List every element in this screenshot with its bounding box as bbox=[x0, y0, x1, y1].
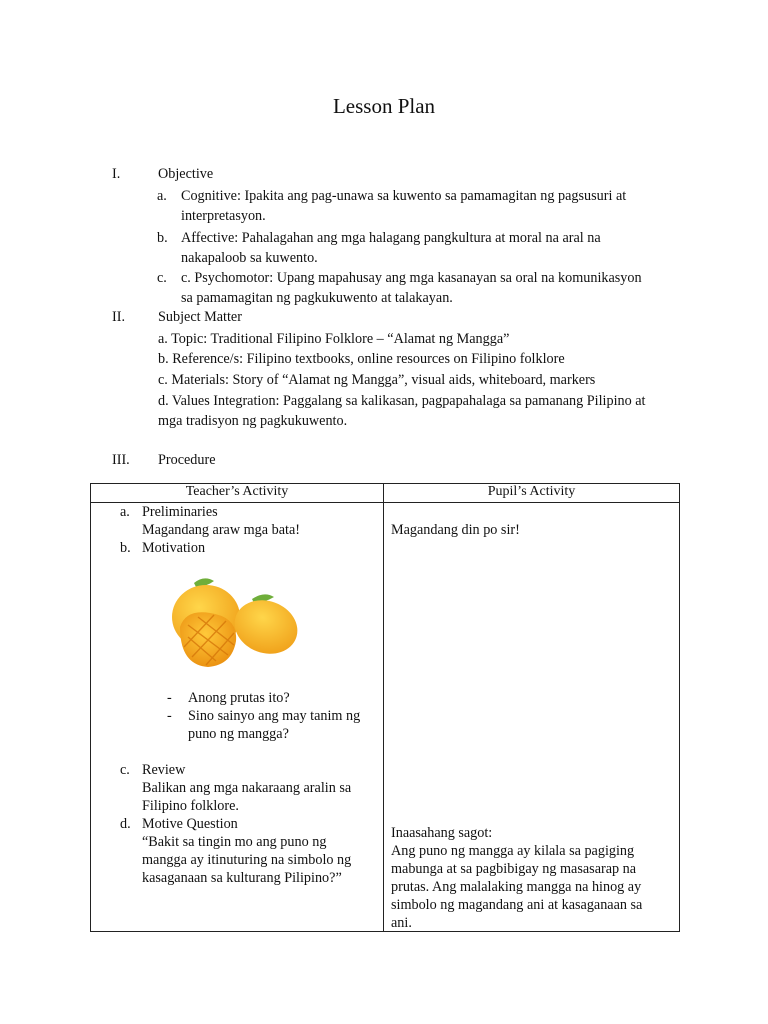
mango-image bbox=[166, 575, 301, 675]
preliminaries-label: Preliminaries bbox=[142, 504, 218, 520]
page-title: Lesson Plan bbox=[332, 94, 436, 118]
expected-answer: Ang puno ng mangga ay kilala sa pagiging bbox=[391, 843, 635, 859]
list-item: mga tradisyon ng pagkukuwento. bbox=[158, 413, 348, 429]
teacher-activity-header: Teacher’s Activity bbox=[91, 484, 384, 503]
list-item: interpretasyon. bbox=[181, 208, 266, 224]
list-item: b. Reference/s: Filipino textbooks, online resources on Filipino folklore bbox=[158, 351, 565, 367]
list-letter: a. bbox=[157, 188, 167, 204]
list-letter: d. bbox=[120, 816, 131, 832]
expected-answer: prutas. Ang malalaking mangga na hinog ay bbox=[391, 879, 642, 895]
list-letter: a. bbox=[120, 504, 130, 520]
section-numeral: I. bbox=[112, 166, 121, 182]
motive-question-text: kasaganaan sa kulturang Pilipino?” bbox=[142, 870, 342, 886]
list-item: c. Materials: Story of “Alamat ng Mangga”, visual aids, whiteboard, markers bbox=[158, 372, 596, 388]
teacher-greeting: Magandang araw mga bata! bbox=[142, 522, 300, 538]
motivation-question: puno ng mangga? bbox=[188, 726, 289, 742]
list-letter: c. bbox=[157, 270, 167, 286]
motive-question-text: “Bakit sa tingin mo ang puno ng bbox=[142, 834, 327, 850]
expected-answer: ani. bbox=[391, 915, 412, 931]
expected-answer: simbolo ng magandang ani at kasaganaan sa bbox=[391, 897, 643, 913]
review-label: Review bbox=[142, 762, 186, 778]
list-item: Cognitive: Ipakita ang pag-unawa sa kuwento sa pamamagitan ng pagsusuri at bbox=[181, 188, 627, 204]
motive-question-label: Motive Question bbox=[142, 816, 238, 832]
review-text: Filipino folklore. bbox=[142, 798, 239, 814]
list-item: d. Values Integration: Paggalang sa kalikasan, pagpapahalaga sa pamanang Pilipino at bbox=[158, 393, 646, 409]
motivation-question: Sino sainyo ang may tanim ng bbox=[188, 708, 361, 724]
review-text: Balikan ang mga nakaraang aralin sa bbox=[142, 780, 352, 796]
list-item: nakapaloob sa kuwento. bbox=[181, 250, 318, 266]
pupil-activity-header: Pupil’s Activity bbox=[384, 484, 680, 503]
motivation-label: Motivation bbox=[142, 540, 206, 556]
list-item: c. Psychomotor: Upang mapahusay ang mga kasanayan sa oral na komunikasyon bbox=[181, 270, 642, 286]
dash-bullet: - bbox=[167, 708, 172, 724]
teacher-activity-cell bbox=[91, 503, 384, 932]
procedure-table bbox=[90, 483, 680, 932]
section-label: Subject Matter bbox=[158, 309, 242, 325]
motive-question-text: mangga ay itinuturing na simbolo ng bbox=[142, 852, 352, 868]
list-letter: b. bbox=[157, 230, 168, 246]
list-item: a. Topic: Traditional Filipino Folklore – “Alamat ng Mangga” bbox=[158, 331, 510, 347]
section-label: Procedure bbox=[158, 452, 216, 468]
section-label: Objective bbox=[158, 166, 214, 182]
list-letter: c. bbox=[120, 762, 130, 778]
motivation-question: Anong prutas ito? bbox=[188, 690, 290, 706]
list-item: sa pamamagitan ng pagkukuwento at talakayan. bbox=[181, 290, 453, 306]
dash-bullet: - bbox=[167, 690, 172, 706]
list-item: Affective: Pahalagahan ang mga halagang pangkultura at moral na aral na bbox=[181, 230, 601, 246]
section-numeral: III. bbox=[112, 452, 130, 468]
expected-answer: mabunga at sa pagbibigay ng masasarap na bbox=[391, 861, 637, 877]
section-numeral: II. bbox=[112, 309, 125, 325]
pupil-greeting: Magandang din po sir! bbox=[391, 522, 520, 538]
expected-answer-label: Inaasahang sagot: bbox=[391, 825, 493, 841]
pupil-activity-cell bbox=[384, 503, 680, 932]
list-letter: b. bbox=[120, 540, 131, 556]
